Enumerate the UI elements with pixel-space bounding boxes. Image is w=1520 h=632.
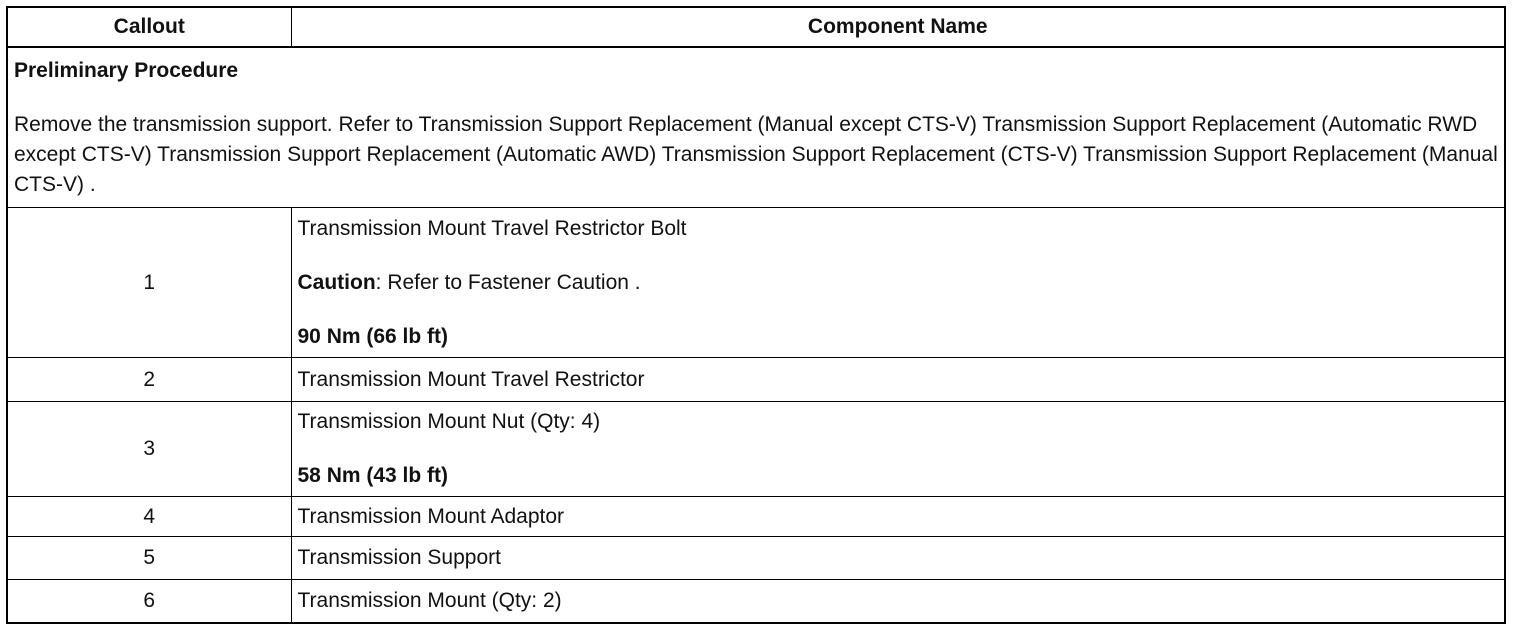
caution-text: : Refer to Fastener Caution .: [375, 270, 641, 294]
component-name: Transmission Mount Travel Restrictor Bolt: [297, 216, 687, 240]
table-row: [8, 401, 1504, 496]
preliminary-procedure-row: [8, 47, 1504, 207]
component-name: Transmission Mount Nut (Qty: 4): [297, 409, 601, 433]
component-table-container: [6, 6, 1506, 624]
component-name-column-header: Component Name: [291, 8, 1504, 47]
component-name: Transmission Mount (Qty: 2): [291, 579, 1504, 622]
component-name-cell: [291, 207, 1504, 358]
component-name: Transmission Mount Travel Restrictor: [291, 358, 1504, 401]
component-name: Transmission Mount Adaptor: [291, 497, 1504, 537]
torque-spec: 58 Nm (43 lb ft): [297, 463, 449, 487]
component-name-cell: [291, 401, 1504, 496]
table-row: [8, 358, 1504, 401]
preliminary-procedure-text: Remove the transmission support. Refer to Transmission Support Replacement (Manual except CTS-V) Transmission Support Replacement (Automatic RWD except CTS-V) Transmission Support Replacement (Automatic AWD) Transmission Support Replacement (CTS-V) Transmission Support Replacement (Manual CTS-V) .: [14, 112, 1498, 196]
caution-label: Caution: [297, 270, 376, 294]
component-table: [8, 8, 1504, 622]
preliminary-procedure-title: Preliminary Procedure: [14, 58, 239, 82]
callout-column-header: Callout: [8, 8, 291, 47]
table-row: [8, 207, 1504, 358]
callout-number: 1: [8, 207, 291, 358]
caution-note: [298, 270, 1499, 296]
callout-number: 4: [8, 497, 291, 537]
table-row: [8, 497, 1504, 537]
table-row: [8, 537, 1504, 579]
callout-number: 5: [8, 537, 291, 579]
callout-number: 3: [8, 401, 291, 496]
table-row: [8, 579, 1504, 622]
table-header-row: [8, 8, 1504, 47]
preliminary-procedure-cell: [8, 47, 1504, 207]
torque-spec: 90 Nm (66 lb ft): [297, 324, 449, 348]
component-name: Transmission Support: [291, 537, 1504, 579]
callout-number: 6: [8, 579, 291, 622]
callout-number: 2: [8, 358, 291, 401]
